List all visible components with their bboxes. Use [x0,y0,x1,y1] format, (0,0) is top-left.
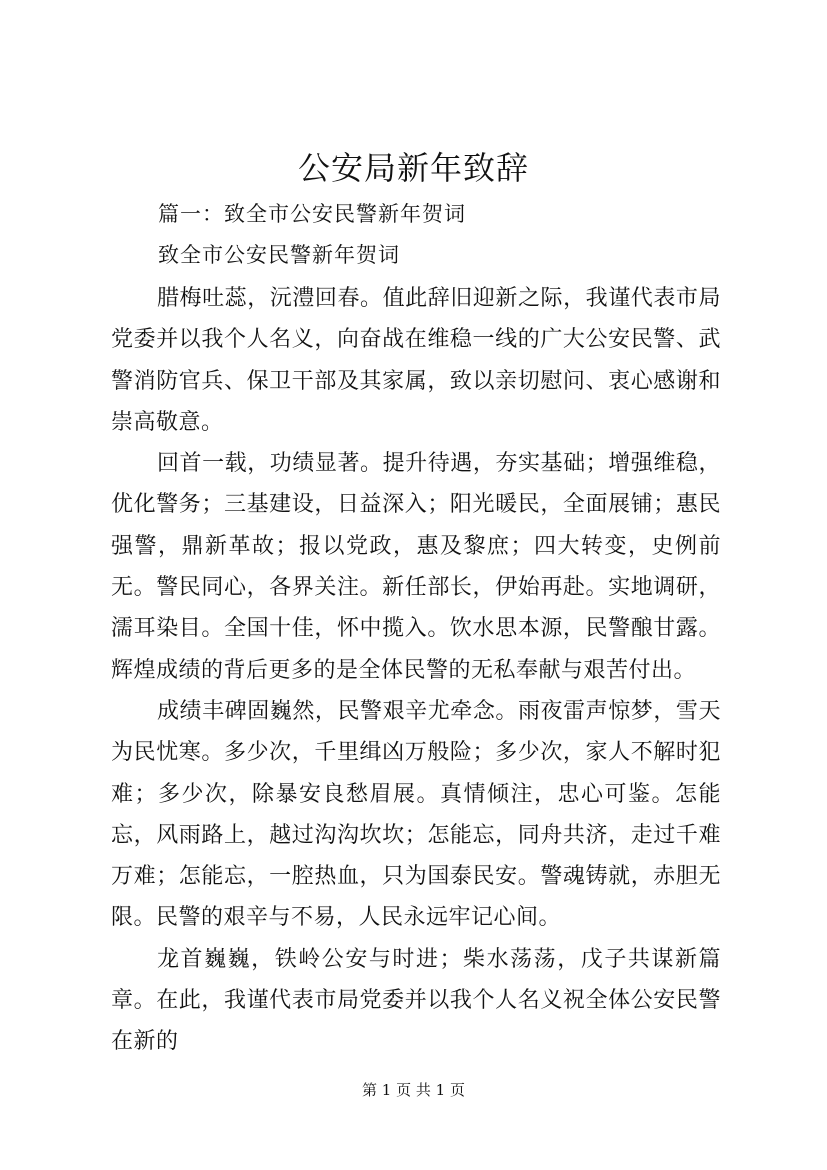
document-body [111,278,721,1063]
paragraph: 龙首巍巍，铁岭公安与时进；柴水荡荡，戊子共谋新篇章。在此，我谨代表市局党委并以我个人名义祝全体公安民警在新的 [111,946,721,1055]
page-number-footer: 第 1 页 共 1 页 [362,1081,465,1099]
document-title: 公安局新年致辞 [297,149,529,187]
paragraph: 成绩丰碑固巍然，民警艰辛尤牵念。雨夜雷声惊梦，雪天为民忧寒。多少次，千里缉凶万般险；多少次，家人不解时犯难；多少次，除暴安良愁眉展。真情倾注，忠心可鉴。怎能忘，风雨路上，越过沟沟坎坎；怎能忘，同舟共济，走过千难万难；怎能忘，一腔热血，只为国泰民安。警魂铸就，赤胆无限。民警的艰辛与不易，人民永远牢记心间。 [111,698,721,931]
letter-heading: 致全市公安民警新年贺词 [158,243,400,267]
section-heading: 篇一：致全市公安民警新年贺词 [158,202,466,226]
paragraph: 回首一载，功绩显著。提升待遇，夯实基础；增强维稳，优化警务；三基建设，日益深入；阳光暖民，全面展铺；惠民强警，鼎新革故；报以党政，惠及黎庶；四大转变，史例前无。警民同心，各界关注。新任部长，伊始再赴。实地调研，濡耳染目。全国十佳，怀中揽入。饮水思本源，民警酿甘露。辉煌成绩的背后更多的是全体民警的无私奉献与艰苦付出。 [111,451,721,683]
paragraph: 腊梅吐蕊，沅澧回春。值此辞旧迎新之际，我谨代表市局党委并以我个人名义，向奋战在维稳一线的广大公安民警、武警消防官兵、保卫干部及其家属，致以亲切慰问、衷心感谢和崇高敬意。 [111,286,721,435]
